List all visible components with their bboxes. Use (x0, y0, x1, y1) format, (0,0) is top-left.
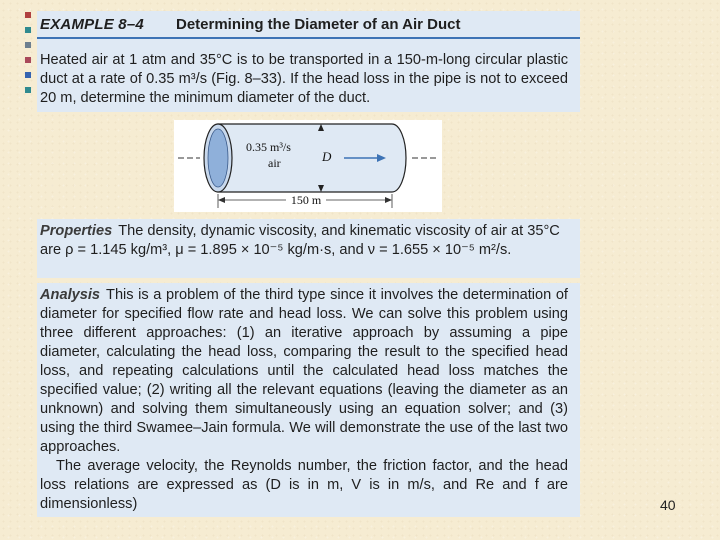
duct-diagram (174, 120, 442, 212)
fluid-label: air (268, 156, 281, 170)
duct-figure (174, 120, 442, 212)
marker-gray (25, 42, 31, 48)
example-header-rule (37, 37, 580, 39)
analysis-paragraph (40, 286, 568, 457)
example-problem-text: Heated air at 1 atm and 35°C is to be transported in a 150-m-long circular plastic duct at a rate of 0.35 m³/s (Fig. 8–33). If the head loss in the pipe is not to exceed 20 m, determine the minimum diameter of the duct. (40, 52, 568, 106)
page-number: 40 (660, 497, 676, 513)
diameter-label: D (322, 149, 332, 164)
length-arrow-left (218, 197, 225, 203)
duct-inner-wall (208, 129, 228, 187)
length-arrow-right (385, 197, 392, 203)
analysis-heading: Analysis (40, 287, 101, 303)
analysis-text: This is a problem of the third type since it involves the determination of diameter for specified flow rate and head loss. We can solve this problem using three different approaches: (1) an iterative approach by assuming a pipe diameter, calculating the head loss, comparing the result to the specified head loss, and repeating calculations until the calculated head loss matches the specified value; (2) writing all the relevant equations (leaving the diameter as an unknown) and solving them simultaneously using an equation solver; and (3) using the third Swamee–Jain formula. We will demonstrate the use of the last two approaches. (40, 287, 568, 455)
marker-teal (25, 27, 31, 33)
side-markers (25, 12, 33, 102)
length-label: 150 m (290, 193, 322, 207)
marker-red (25, 57, 31, 63)
properties-paragraph (40, 222, 568, 260)
example-title: Determining the Diameter of an Air Duct (176, 16, 461, 33)
flow-rate-label: 0.35 m³/s (246, 140, 291, 154)
marker-blue (25, 72, 31, 78)
example-label: EXAMPLE 8–4 (40, 16, 144, 33)
analysis-paragraph-2: The average velocity, the Reynolds number, the friction factor, and the head loss relations are expressed as (D is in m, V is in m/s, and Re and f are dimensionless) (40, 458, 568, 512)
marker-teal (25, 87, 31, 93)
example-header (40, 16, 461, 33)
marker-red (25, 12, 31, 18)
properties-text: The density, dynamic viscosity, and kinematic viscosity of air at 35°C are ρ = 1.145 kg/m³, μ = 1.895 × 10⁻⁵ kg/m·s, and ν = 1.655 × 10⁻⁵ m²/s. (40, 223, 560, 258)
properties-heading: Properties (40, 223, 113, 239)
